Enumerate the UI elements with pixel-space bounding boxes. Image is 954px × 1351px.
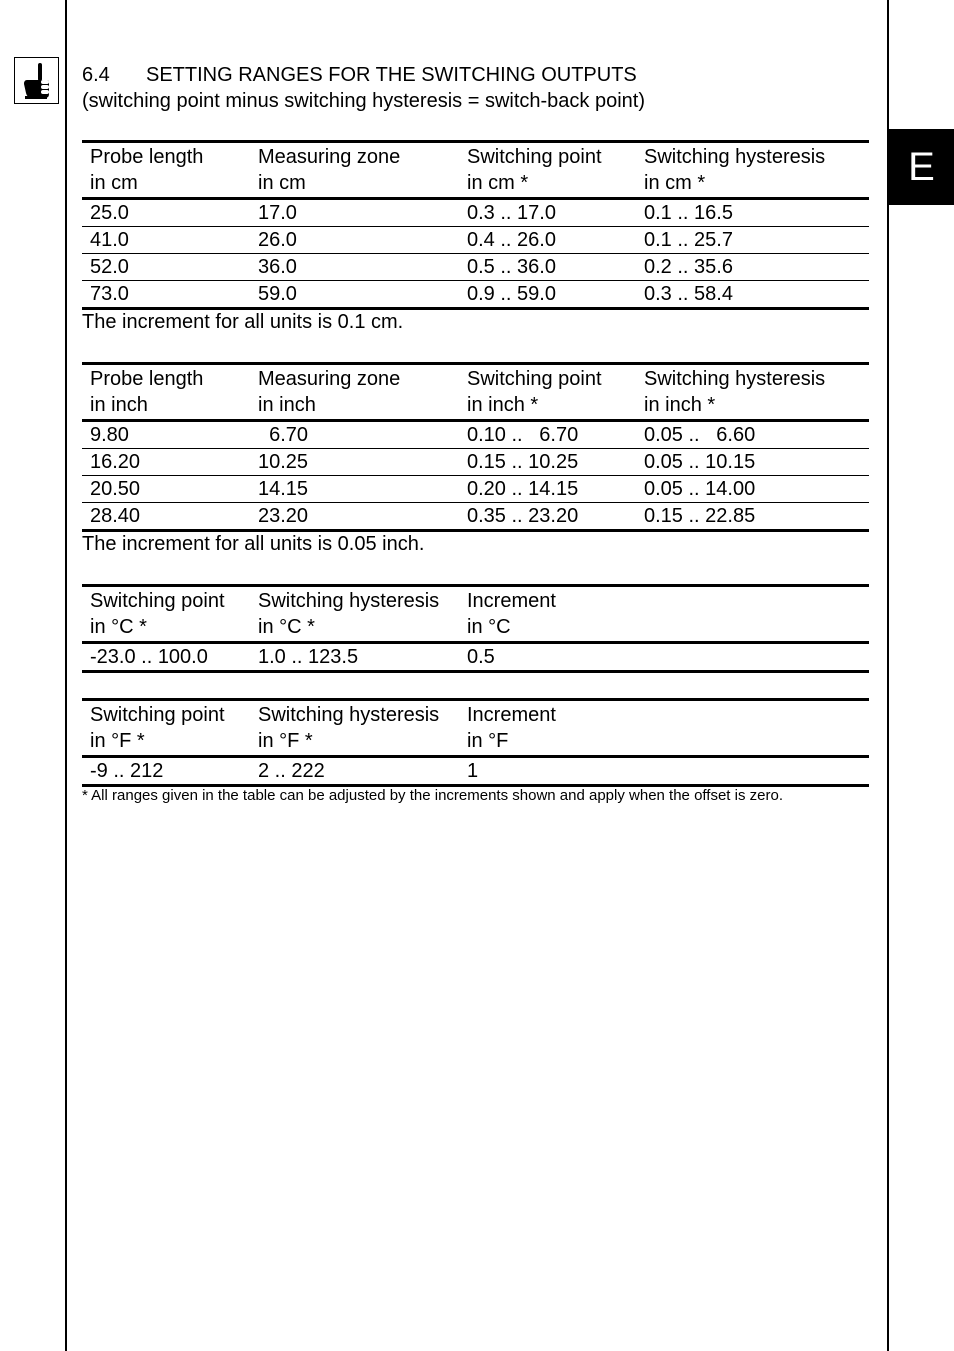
table-header [82,584,869,644]
table-cell: 0.05 .. 10.15 [644,451,756,473]
table-cell: 0.35 .. 23.20 [467,505,579,527]
table-cell: 0.1 .. 25.7 [644,229,733,251]
table-cell: 25.0 [90,202,129,224]
table-row [82,227,869,254]
table-cell: 2 .. 222 [258,760,325,782]
language-tab: E [889,129,954,205]
table-cell: -9 .. 212 [90,760,164,782]
table-cell [636,758,869,784]
header-cell: Measuring zone [258,368,401,390]
table-cell: 23.20 [258,505,309,527]
table-row [82,758,869,787]
table-fahrenheit [82,698,869,787]
table-cell: 0.10 .. 6.70 [467,424,579,446]
table-cell: 9.80 [90,424,129,446]
header-unit: in °C * [90,615,147,638]
table-cell: 1 [467,760,479,782]
table-header [82,140,869,200]
table-row [82,476,869,503]
header-unit [636,615,869,641]
table-row [82,281,869,310]
table-cell: -23.0 .. 100.0 [90,646,208,668]
table-row [82,449,869,476]
header-cell: Measuring zone [258,146,401,168]
table-inch-note: The increment for all units is 0.05 inch. [82,533,425,555]
table-row [82,200,869,227]
table-cell: 0.9 .. 59.0 [467,283,556,305]
table-cell: 73.0 [90,283,129,305]
table-cell: 0.15 .. 10.25 [467,451,579,473]
table-cell: 6.70 [258,424,309,446]
table-cell: 0.05 .. 14.00 [644,478,756,500]
table-cell: 17.0 [258,202,297,224]
table-cell: 41.0 [90,229,129,251]
table-cell: 0.3 .. 17.0 [467,202,556,224]
table-cell: 0.2 .. 35.6 [644,256,733,278]
header-unit: in inch [258,393,316,416]
table-cell: 0.15 .. 22.85 [644,505,756,527]
section-heading [82,62,645,114]
header-unit: in inch * [467,393,539,416]
pointing-hand-icon [14,57,59,104]
header-unit: in cm * [644,171,706,194]
header-cell: Switching point [90,704,225,726]
left-margin-rule [65,0,67,1351]
header-unit: in inch * [644,393,716,416]
table-cell: 0.4 .. 26.0 [467,229,556,251]
table-cell: 26.0 [258,229,297,251]
table-cell: 59.0 [258,283,297,305]
table-header [82,362,869,422]
footnote: * All ranges given in the table can be adjusted by the increments shown and apply when the offset is zero. [82,787,783,804]
table-cell: 52.0 [90,256,129,278]
table-cell: 1.0 .. 123.5 [258,646,359,668]
header-unit: in °C [467,615,511,638]
header-unit: in cm [258,171,306,194]
table-cm-note: The increment for all units is 0.1 cm. [82,311,404,333]
header-unit: in cm * [467,171,529,194]
section-number: 6.4 [82,64,110,86]
table-cell: 0.5 [467,646,495,668]
table-cell: 20.50 [90,478,141,500]
table-cell: 16.20 [90,451,141,473]
header-unit [636,729,869,755]
header-cell: Switching point [467,146,602,168]
table-cell: 0.1 .. 16.5 [644,202,733,224]
header-cell: Switching hysteresis [258,590,440,612]
table-row [82,422,869,449]
table-header [82,698,869,758]
header-unit: in cm [90,171,138,194]
table-row [82,503,869,532]
table-cell: 10.25 [258,451,309,473]
table-cell: 14.15 [258,478,309,500]
table-cell: 28.40 [90,505,141,527]
table-celsius [82,584,869,673]
header-cell: Switching hysteresis [258,704,440,726]
table-cell: 0.3 .. 58.4 [644,283,733,305]
table-cell: 36.0 [258,256,297,278]
table-inch [82,362,869,532]
table-cm [82,140,869,310]
table-cell [636,644,869,670]
header-cell: Increment [467,590,556,612]
header-cell: Switching point [90,590,225,612]
table-row [82,254,869,281]
section-title: SETTING RANGES FOR THE SWITCHING OUTPUTS [146,64,637,86]
section-subtitle: (switching point minus switching hysteresis = switch-back point) [82,90,645,112]
table-row [82,644,869,673]
table-cell: 0.05 .. 6.60 [644,424,756,446]
header-cell [636,589,869,615]
table-cell: 0.20 .. 14.15 [467,478,579,500]
table-cell: 0.5 .. 36.0 [467,256,556,278]
header-cell: Probe length [90,146,204,168]
header-unit: in °F [467,729,509,752]
header-unit: in °C * [258,615,315,638]
header-cell: Switching hysteresis [644,368,826,390]
header-unit: in °F * [90,729,145,752]
header-cell: Increment [467,704,556,726]
header-unit: in inch [90,393,148,416]
header-unit: in °F * [258,729,313,752]
header-cell [636,703,869,729]
header-cell: Switching point [467,368,602,390]
header-cell: Probe length [90,368,204,390]
header-cell: Switching hysteresis [644,146,826,168]
